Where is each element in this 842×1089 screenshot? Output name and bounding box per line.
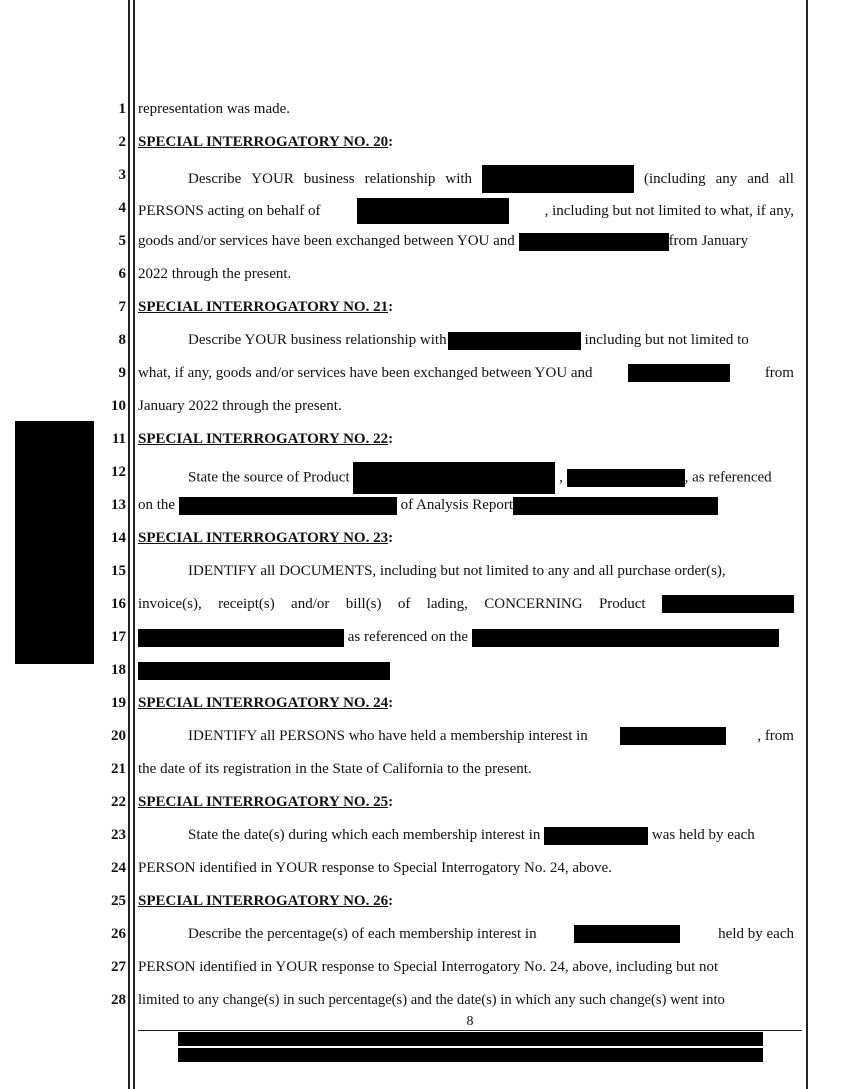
left-margin-rule-inner [133, 0, 135, 1089]
redaction-box [138, 629, 344, 647]
margin-redaction [15, 421, 94, 664]
heading-title: SPECIAL INTERROGATORY NO. 23 [138, 530, 389, 546]
interrogatory-heading: SPECIAL INTERROGATORY NO. 22: [138, 431, 394, 447]
line-number: 18 [111, 662, 126, 678]
heading-title: SPECIAL INTERROGATORY NO. 24 [138, 695, 389, 711]
interrogatory-heading: SPECIAL INTERROGATORY NO. 26: [138, 893, 394, 909]
line-number: 2 [118, 134, 126, 150]
line-number: 14 [111, 530, 126, 546]
line-number: 24 [111, 860, 126, 876]
body-line: PERSONS acting on behalf of , including but not limited to what, if any, [138, 198, 794, 224]
body-line: what, if any, goods and/or services have been exchanged between YOU and from [138, 365, 794, 381]
line-number: 17 [111, 629, 126, 645]
redaction-box [519, 233, 669, 251]
line-number: 4 [118, 200, 126, 216]
body-line: State the source of Product , , as referenced [138, 462, 794, 494]
line-number: 25 [111, 893, 126, 909]
body-line: representation was made. [138, 101, 291, 117]
line-number: 22 [111, 794, 126, 810]
body-line: IDENTIFY all PERSONS who have held a membership interest in , from [188, 728, 794, 744]
heading-title: SPECIAL INTERROGATORY NO. 20 [138, 134, 389, 150]
line-number: 21 [111, 761, 126, 777]
heading-title: SPECIAL INTERROGATORY NO. 25 [138, 794, 389, 810]
redaction-box [620, 727, 726, 745]
redaction-box [662, 595, 794, 613]
heading-title: SPECIAL INTERROGATORY NO. 21 [138, 299, 389, 315]
interrogatory-heading: SPECIAL INTERROGATORY NO. 25: [138, 794, 394, 810]
line-number: 15 [111, 563, 126, 579]
redaction-box [357, 198, 509, 224]
body-line: PERSON identified in YOUR response to Special Interrogatory No. 24, above, including but not [138, 959, 719, 975]
footer-redaction [178, 1032, 763, 1046]
line-number: 3 [118, 167, 126, 183]
redaction-box [482, 165, 634, 193]
body-line [138, 660, 794, 680]
interrogatory-heading: SPECIAL INTERROGATORY NO. 23: [138, 530, 394, 546]
heading-title: SPECIAL INTERROGATORY NO. 26 [138, 893, 389, 909]
redaction-box [472, 629, 779, 647]
line-number: 13 [111, 497, 126, 513]
redaction-box [628, 364, 730, 382]
interrogatory-heading: SPECIAL INTERROGATORY NO. 21: [138, 299, 394, 315]
redaction-box [574, 925, 680, 943]
redaction-box [138, 662, 390, 680]
redaction-box [448, 332, 581, 350]
interrogatory-heading: SPECIAL INTERROGATORY NO. 20: [138, 134, 394, 150]
heading-title: SPECIAL INTERROGATORY NO. 22 [138, 431, 389, 447]
page-number: 8 [466, 1014, 474, 1029]
line-number: 28 [111, 992, 126, 1008]
body-line: Describe YOUR business relationship with including but not limited to [188, 332, 749, 348]
line-number: 8 [118, 332, 126, 348]
body-line: Describe the percentage(s) of each membership interest in held by each [188, 926, 794, 942]
footer-redaction [178, 1048, 763, 1062]
footer-rule [138, 1030, 802, 1031]
body-line: as referenced on the [138, 627, 794, 647]
body-line: on the of Analysis Report [138, 495, 794, 515]
line-number: 27 [111, 959, 126, 975]
line-number: 23 [111, 827, 126, 843]
line-number: 11 [111, 431, 126, 447]
line-number: 1 [118, 101, 126, 117]
line-number: 10 [111, 398, 126, 414]
interrogatory-heading: SPECIAL INTERROGATORY NO. 24: [138, 695, 394, 711]
body-line: invoice(s), receipt(s) and/or bill(s) of lading, CONCERNING Product [138, 594, 794, 614]
line-number: 26 [111, 926, 126, 942]
line-number: 12 [111, 464, 126, 480]
redaction-box [513, 497, 718, 515]
body-line: the date of its registration in the State of California to the present. [138, 761, 532, 777]
left-margin-rule [128, 0, 130, 1089]
body-line: Describe YOUR business relationship with (including any and all [138, 165, 794, 193]
line-number: 7 [118, 299, 126, 315]
body-line: January 2022 through the present. [138, 398, 342, 414]
body-line: State the date(s) during which each membership interest in was held by each [188, 827, 755, 843]
right-margin-rule [806, 0, 808, 1089]
line-number: 6 [118, 266, 126, 282]
line-number: 16 [111, 596, 126, 612]
body-line: IDENTIFY all DOCUMENTS, including but not limited to any and all purchase order(s), [188, 563, 726, 579]
redaction-box [179, 497, 397, 515]
body-line: goods and/or services have been exchanged between YOU and from January [138, 233, 749, 249]
redaction-box [544, 827, 648, 845]
line-number: 20 [111, 728, 126, 744]
line-number: 9 [118, 365, 126, 381]
redaction-box [567, 469, 685, 487]
body-line: PERSON identified in YOUR response to Special Interrogatory No. 24, above. [138, 860, 612, 876]
body-line: limited to any change(s) in such percentage(s) and the date(s) in which any such change(s) went into [138, 992, 725, 1008]
line-number: 19 [111, 695, 126, 711]
redaction-box [353, 462, 555, 494]
line-number: 5 [118, 233, 126, 249]
body-line: 2022 through the present. [138, 266, 292, 282]
